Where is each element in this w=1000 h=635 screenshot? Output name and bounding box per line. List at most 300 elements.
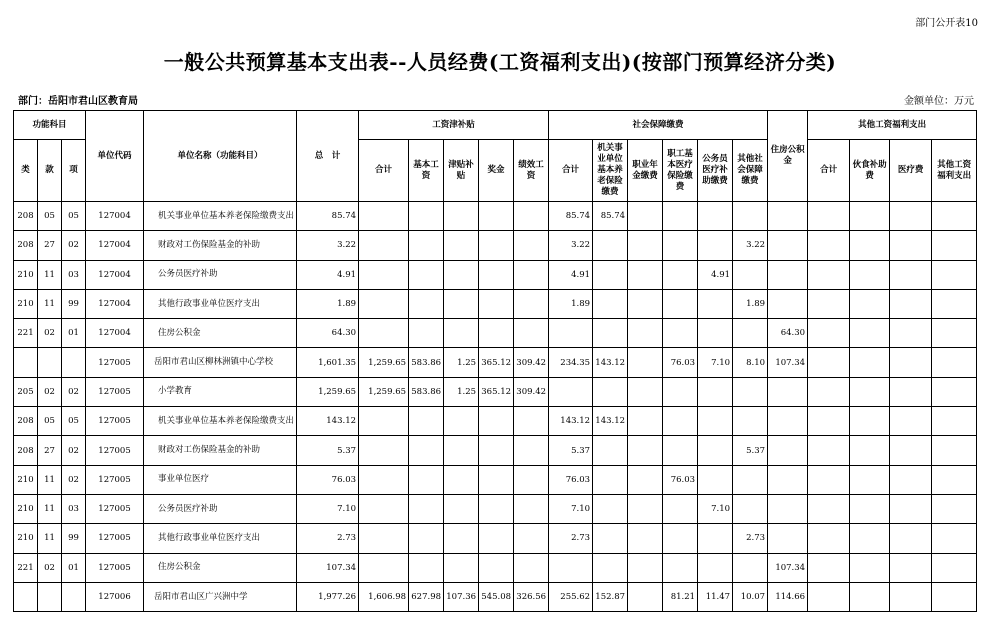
other-subheader: 其他工资福利支出 [932, 140, 977, 202]
wage-cell: 627.98 [409, 582, 444, 611]
wage-cell: 309.42 [514, 348, 549, 377]
table-row [14, 348, 977, 377]
wage-cell [359, 465, 409, 494]
other-cell [850, 202, 890, 231]
other-cell [808, 494, 850, 523]
social-cell [593, 231, 628, 260]
social-cell: 143.12 [593, 407, 628, 436]
unit-name-cell: 岳阳市君山区柳林洲镇中心学校 [144, 348, 297, 377]
lei-cell: 210 [14, 494, 38, 523]
other-cell [932, 494, 977, 523]
social-subheader: 机关事业单位基本养老保险缴费 [593, 140, 628, 202]
social-cell [593, 524, 628, 553]
table-row [14, 582, 977, 611]
wage-cell [409, 553, 444, 582]
other-cell [890, 553, 932, 582]
xiang-cell: 99 [62, 524, 86, 553]
other-cell [932, 377, 977, 406]
wage-cell [514, 553, 549, 582]
social-cell [733, 202, 768, 231]
wage-cell [444, 407, 479, 436]
housing-cell: 114.66 [768, 582, 808, 611]
social-cell [593, 465, 628, 494]
social-cell [698, 436, 733, 465]
social-cell [628, 348, 663, 377]
other-cell [850, 348, 890, 377]
unit-code-cell: 127005 [86, 348, 144, 377]
wage-cell [479, 494, 514, 523]
other-cell [808, 377, 850, 406]
department-label: 部门：岳阳市君山区教育局 [18, 96, 138, 107]
social-cell [628, 465, 663, 494]
lei-cell [14, 582, 38, 611]
social-cell [549, 377, 593, 406]
other-cell [850, 465, 890, 494]
total-cell: 143.12 [297, 407, 359, 436]
wage-subheader: 津贴补贴 [444, 140, 479, 202]
wage-cell [444, 436, 479, 465]
wage-cell [409, 202, 444, 231]
xiang-cell: 02 [62, 231, 86, 260]
other-cell [890, 348, 932, 377]
kuan-cell: 27 [38, 436, 62, 465]
social-cell [628, 319, 663, 348]
wage-cell [514, 436, 549, 465]
xiang-cell: 01 [62, 553, 86, 582]
xiang-cell: 03 [62, 494, 86, 523]
social-cell [698, 465, 733, 494]
social-subheader: 公务员医疗补助缴费 [698, 140, 733, 202]
social-cell: 7.10 [549, 494, 593, 523]
kuan-cell: 02 [38, 377, 62, 406]
other-cell [932, 289, 977, 318]
xiang-cell: 01 [62, 319, 86, 348]
other-cell [850, 494, 890, 523]
total-cell: 1.89 [297, 289, 359, 318]
table-row [14, 407, 977, 436]
wage-cell [359, 494, 409, 523]
social-cell [663, 436, 698, 465]
wage-cell [479, 319, 514, 348]
social-cell [663, 524, 698, 553]
social-cell [663, 202, 698, 231]
social-cell [698, 407, 733, 436]
total-cell: 5.37 [297, 436, 359, 465]
other-cell [932, 260, 977, 289]
lei-cell [14, 348, 38, 377]
housing-cell [768, 202, 808, 231]
social-cell: 255.62 [549, 582, 593, 611]
social-cell [663, 494, 698, 523]
wage-cell [514, 231, 549, 260]
wage-cell [444, 465, 479, 494]
other-cell [808, 319, 850, 348]
other-cell [890, 260, 932, 289]
lei-cell: 208 [14, 407, 38, 436]
wage-cell: 583.86 [409, 377, 444, 406]
social-cell: 4.91 [698, 260, 733, 289]
unit-name-cell: 事业单位医疗 [144, 465, 297, 494]
wage-cell: 1,259.65 [359, 377, 409, 406]
wage-cell [479, 524, 514, 553]
social-cell [698, 377, 733, 406]
wage-cell [444, 231, 479, 260]
table-row [14, 319, 977, 348]
wage-cell [479, 407, 514, 436]
social-cell [663, 407, 698, 436]
social-cell [628, 231, 663, 260]
social-cell [733, 319, 768, 348]
xiang-cell [62, 348, 86, 377]
social-cell: 85.74 [593, 202, 628, 231]
xiang-cell: 99 [62, 289, 86, 318]
social-subheader: 合计 [549, 140, 593, 202]
kuan-cell: 02 [38, 553, 62, 582]
total-cell: 1,977.26 [297, 582, 359, 611]
lei-header: 类 [14, 140, 38, 202]
other-cell [890, 407, 932, 436]
social-cell [593, 319, 628, 348]
wage-cell [409, 289, 444, 318]
unit-code-cell: 127004 [86, 202, 144, 231]
xiang-cell: 02 [62, 377, 86, 406]
unit-name-cell: 机关事业单位基本养老保险缴费支出 [144, 407, 297, 436]
lei-cell: 210 [14, 524, 38, 553]
xiang-cell: 02 [62, 465, 86, 494]
wage-cell [479, 260, 514, 289]
kuan-header: 款 [38, 140, 62, 202]
wage-cell [444, 202, 479, 231]
social-cell [593, 553, 628, 582]
table-row [14, 377, 977, 406]
other-cell [932, 465, 977, 494]
unit-code-cell: 127004 [86, 260, 144, 289]
social-cell [733, 377, 768, 406]
wage-cell [444, 524, 479, 553]
total-cell: 4.91 [297, 260, 359, 289]
other-cell [890, 494, 932, 523]
wage-cell [359, 319, 409, 348]
other-cell [932, 407, 977, 436]
other-cell [808, 289, 850, 318]
wage-cell: 1,606.98 [359, 582, 409, 611]
social-cell: 2.73 [549, 524, 593, 553]
xiang-cell: 05 [62, 202, 86, 231]
wage-subheader: 合计 [359, 140, 409, 202]
total-cell: 1,259.65 [297, 377, 359, 406]
housing-cell [768, 494, 808, 523]
social-cell: 5.37 [549, 436, 593, 465]
wage-cell [444, 289, 479, 318]
other-cell [808, 348, 850, 377]
wage-cell [479, 436, 514, 465]
social-cell [733, 407, 768, 436]
xiang-cell: 02 [62, 436, 86, 465]
other-cell [890, 436, 932, 465]
other-cell [932, 553, 977, 582]
social-cell [663, 231, 698, 260]
social-cell: 7.10 [698, 494, 733, 523]
wage-cell [409, 407, 444, 436]
social-cell: 5.37 [733, 436, 768, 465]
social-cell: 10.07 [733, 582, 768, 611]
social-cell: 85.74 [549, 202, 593, 231]
lei-cell: 208 [14, 436, 38, 465]
lei-cell: 210 [14, 260, 38, 289]
wage-cell [359, 260, 409, 289]
wage-cell [359, 524, 409, 553]
other-cell [932, 319, 977, 348]
lei-cell: 205 [14, 377, 38, 406]
lei-cell: 221 [14, 319, 38, 348]
housing-cell: 64.30 [768, 319, 808, 348]
social-cell [628, 436, 663, 465]
kuan-cell [38, 582, 62, 611]
unit-code-cell: 127005 [86, 377, 144, 406]
wage-subheader: 基本工资 [409, 140, 444, 202]
other-cell [932, 582, 977, 611]
wage-cell: 1.25 [444, 377, 479, 406]
wage-cell: 107.36 [444, 582, 479, 611]
social-cell [593, 494, 628, 523]
social-cell: 7.10 [698, 348, 733, 377]
unit-code-cell: 127005 [86, 436, 144, 465]
wage-cell [514, 494, 549, 523]
unit-name-cell: 岳阳市君山区广兴洲中学 [144, 582, 297, 611]
total-cell: 64.30 [297, 319, 359, 348]
social-cell [628, 202, 663, 231]
social-cell [628, 260, 663, 289]
other-cell [850, 231, 890, 260]
other-cell [850, 582, 890, 611]
housing-cell [768, 231, 808, 260]
wage-cell [514, 524, 549, 553]
table-row [14, 231, 977, 260]
wage-cell: 545.08 [479, 582, 514, 611]
housing-cell [768, 436, 808, 465]
unit-name-cell: 公务员医疗补助 [144, 260, 297, 289]
unit-code-cell: 127005 [86, 407, 144, 436]
lei-cell: 208 [14, 231, 38, 260]
wage-cell [444, 494, 479, 523]
other-cell [808, 465, 850, 494]
social-cell [733, 494, 768, 523]
other-cell [808, 202, 850, 231]
other-cell [808, 553, 850, 582]
social-cell: 143.12 [549, 407, 593, 436]
social-cell: 76.03 [549, 465, 593, 494]
lei-cell: 210 [14, 289, 38, 318]
total-cell: 3.22 [297, 231, 359, 260]
social-cell [593, 436, 628, 465]
social-cell: 8.10 [733, 348, 768, 377]
social-cell: 143.12 [593, 348, 628, 377]
wage-cell [409, 465, 444, 494]
amount-unit-label: 金额单位：万元 [904, 96, 974, 107]
wage-cell [444, 553, 479, 582]
other-cell [808, 231, 850, 260]
social-subheader: 职工基本医疗保险缴费 [663, 140, 698, 202]
wage-cell [359, 289, 409, 318]
social-cell: 1.89 [733, 289, 768, 318]
wage-cell: 365.12 [479, 377, 514, 406]
wage-subheader: 绩效工资 [514, 140, 549, 202]
other-cell [890, 465, 932, 494]
other-cell [890, 231, 932, 260]
housing-cell [768, 289, 808, 318]
total-cell: 85.74 [297, 202, 359, 231]
social-cell [698, 231, 733, 260]
wage-cell [409, 231, 444, 260]
xiang-cell: 05 [62, 407, 86, 436]
other-subheader: 医疗费 [890, 140, 932, 202]
table-row [14, 465, 977, 494]
wage-cell [479, 231, 514, 260]
kuan-cell: 11 [38, 289, 62, 318]
table-row [14, 524, 977, 553]
wage-cell: 1.25 [444, 348, 479, 377]
other-cell [808, 407, 850, 436]
housing-cell [768, 377, 808, 406]
kuan-cell: 05 [38, 202, 62, 231]
other-cell [890, 319, 932, 348]
wage-cell [409, 436, 444, 465]
unit-name-cell: 住房公积金 [144, 553, 297, 582]
social-cell: 1.89 [549, 289, 593, 318]
social-cell [628, 524, 663, 553]
kuan-cell: 05 [38, 407, 62, 436]
xiang-cell: 03 [62, 260, 86, 289]
wage-cell: 365.12 [479, 348, 514, 377]
other-cell [808, 524, 850, 553]
other-cell [932, 231, 977, 260]
other-cell [932, 202, 977, 231]
social-cell [593, 260, 628, 289]
other-cell [932, 524, 977, 553]
lei-cell: 221 [14, 553, 38, 582]
wage-cell [409, 524, 444, 553]
wage-cell [514, 319, 549, 348]
social-cell: 152.87 [593, 582, 628, 611]
social-cell [663, 260, 698, 289]
kuan-cell [38, 348, 62, 377]
wage-cell [514, 407, 549, 436]
unit-code-cell: 127005 [86, 465, 144, 494]
social-cell [733, 553, 768, 582]
housing-cell: 107.34 [768, 348, 808, 377]
housing-cell [768, 524, 808, 553]
social-cell [549, 553, 593, 582]
wage-cell [514, 260, 549, 289]
wage-cell [359, 436, 409, 465]
unit-name-cell: 机关事业单位基本养老保险缴费支出 [144, 202, 297, 231]
social-cell [628, 494, 663, 523]
social-cell [663, 377, 698, 406]
social-cell [663, 319, 698, 348]
social-cell [698, 319, 733, 348]
unit-name-cell: 财政对工伤保险基金的补助 [144, 231, 297, 260]
other-cell [808, 582, 850, 611]
social-cell [663, 289, 698, 318]
unit-name-cell: 其他行政事业单位医疗支出 [144, 524, 297, 553]
social-cell [593, 377, 628, 406]
other-cell [890, 582, 932, 611]
unit-name-cell: 其他行政事业单位医疗支出 [144, 289, 297, 318]
table-row [14, 494, 977, 523]
unit-name-header: 单位名称（功能科目） [144, 111, 297, 202]
social-cell [698, 553, 733, 582]
social-cell: 11.47 [698, 582, 733, 611]
wage-cell [444, 260, 479, 289]
func-subject-header: 功能科目 [14, 111, 86, 140]
unit-code-cell: 127004 [86, 231, 144, 260]
other-cell [850, 436, 890, 465]
wage-cell: 1,259.65 [359, 348, 409, 377]
page-title: 一般公共预算基本支出表--人员经费(工资福利支出)(按部门预算经济分类) [163, 50, 837, 74]
unit-code-cell: 127005 [86, 553, 144, 582]
social-cell [628, 582, 663, 611]
social-cell: 81.21 [663, 582, 698, 611]
wage-cell [409, 494, 444, 523]
wage-cell [359, 231, 409, 260]
total-cell: 2.73 [297, 524, 359, 553]
unit-name-cell: 公务员医疗补助 [144, 494, 297, 523]
other-subheader: 合计 [808, 140, 850, 202]
wage-group-header: 工资津补贴 [359, 111, 549, 140]
other-cell [890, 524, 932, 553]
social-cell [628, 289, 663, 318]
social-cell [663, 553, 698, 582]
kuan-cell: 02 [38, 319, 62, 348]
table-row [14, 553, 977, 582]
social-cell [698, 289, 733, 318]
table-row [14, 202, 977, 231]
social-cell: 76.03 [663, 348, 698, 377]
kuan-cell: 11 [38, 465, 62, 494]
kuan-cell: 27 [38, 231, 62, 260]
wage-cell [409, 319, 444, 348]
social-cell [698, 524, 733, 553]
table-row [14, 260, 977, 289]
total-cell: 1,601.35 [297, 348, 359, 377]
other-cell [808, 436, 850, 465]
social-cell: 234.35 [549, 348, 593, 377]
total-cell: 76.03 [297, 465, 359, 494]
wage-cell [479, 465, 514, 494]
social-cell [698, 202, 733, 231]
xiang-cell [62, 582, 86, 611]
housing-cell [768, 407, 808, 436]
unit-code-header: 单位代码 [86, 111, 144, 202]
unit-name-cell: 住房公积金 [144, 319, 297, 348]
wage-cell [479, 202, 514, 231]
social-subheader: 其他社会保障缴费 [733, 140, 768, 202]
table-row [14, 436, 977, 465]
other-cell [932, 348, 977, 377]
housing-cell [768, 260, 808, 289]
housing-cell: 107.34 [768, 553, 808, 582]
other-cell [850, 553, 890, 582]
housing-cell [768, 465, 808, 494]
wage-cell: 309.42 [514, 377, 549, 406]
other-cell [932, 436, 977, 465]
wage-cell [514, 289, 549, 318]
social-cell [549, 319, 593, 348]
total-cell: 7.10 [297, 494, 359, 523]
kuan-cell: 11 [38, 494, 62, 523]
unit-code-cell: 127004 [86, 319, 144, 348]
wage-cell [444, 319, 479, 348]
